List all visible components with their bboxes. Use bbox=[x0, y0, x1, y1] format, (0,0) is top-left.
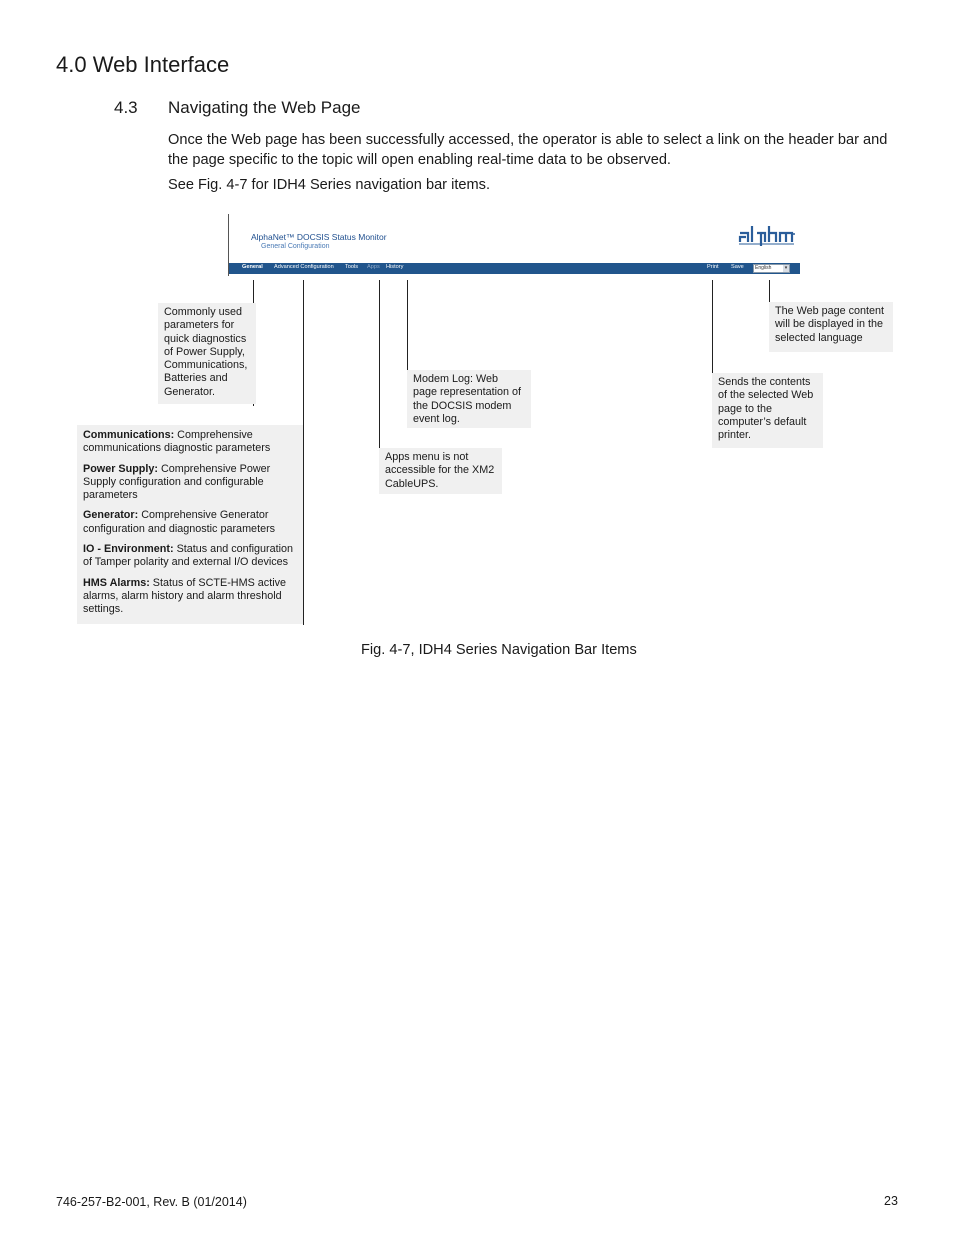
nav-save[interactable]: Save bbox=[731, 264, 744, 270]
advanced-item-communications: Communications: Comprehensive communications diagnostic parameters bbox=[83, 429, 271, 455]
advanced-item-power-supply: Power Supply: Comprehensive Power Supply configuration and configurable parameters bbox=[83, 462, 271, 502]
callout-print: Sends the contents of the selected Web page to the computer’s default printer. bbox=[712, 373, 823, 448]
language-select[interactable] bbox=[753, 264, 790, 273]
footer-document-number: 746-257-B2-001, Rev. B (01/2014) bbox=[56, 1195, 247, 1209]
chevron-down-icon: ▾ bbox=[784, 265, 788, 271]
chapter-title: 4.0 Web Interface bbox=[56, 52, 230, 77]
language-value: English bbox=[755, 265, 772, 271]
nav-apps[interactable]: Apps bbox=[367, 264, 380, 270]
callout-language: The Web page content will be displayed in the selected language bbox=[769, 302, 893, 352]
callout-advanced-configuration bbox=[77, 425, 303, 624]
ui-app-subtitle: General Configuration bbox=[261, 243, 330, 250]
connector-advanced bbox=[303, 280, 304, 625]
ui-nav-bar bbox=[229, 263, 800, 274]
section-number: 4.3 bbox=[114, 98, 138, 117]
nav-print[interactable]: Print bbox=[707, 264, 719, 270]
footer-page-number: 23 bbox=[884, 1194, 898, 1208]
callout-general: Commonly used parameters for quick diagnostics of Power Supply, Communications, Batteries and Generator. bbox=[158, 303, 256, 404]
figure-caption: Fig. 4-7, IDH4 Series Navigation Bar Items bbox=[361, 642, 637, 658]
intro-paragraph: Once the Web page has been successfully accessed, the operator is able to select a link on the header bar and the page specific to the topic will open enabling real-time data to be observed. bbox=[168, 132, 888, 168]
callout-apps: Apps menu is not accessible for the XM2 CableUPS. bbox=[379, 448, 502, 494]
alpha-logo-icon bbox=[738, 222, 796, 248]
advanced-item-generator: Generator: Comprehensive Generator configuration and diagnostic parameters bbox=[83, 509, 276, 535]
nav-history[interactable]: History bbox=[386, 264, 404, 270]
advanced-item-io-environment: IO - Environment: Status and configuration of Tamper polarity and external I/O devices bbox=[83, 543, 294, 569]
figure-reference-paragraph: See Fig. 4-7 for IDH4 Series navigation bar items. bbox=[168, 177, 491, 193]
advanced-item-hms-alarms: HMS Alarms: Status of SCTE-HMS active alarms, alarm history and alarm threshold settings. bbox=[83, 576, 286, 616]
nav-advanced-configuration[interactable]: Advanced Configuration bbox=[274, 264, 334, 270]
nav-tools[interactable]: Tools bbox=[345, 264, 359, 270]
ui-app-title: AlphaNet™ DOCSIS Status Monitor bbox=[251, 232, 387, 242]
callout-history: Modem Log: Web page representation of the DOCSIS modem event log. bbox=[407, 370, 531, 428]
nav-general[interactable]: General bbox=[242, 264, 263, 270]
section-title: Navigating the Web Page bbox=[168, 98, 361, 117]
